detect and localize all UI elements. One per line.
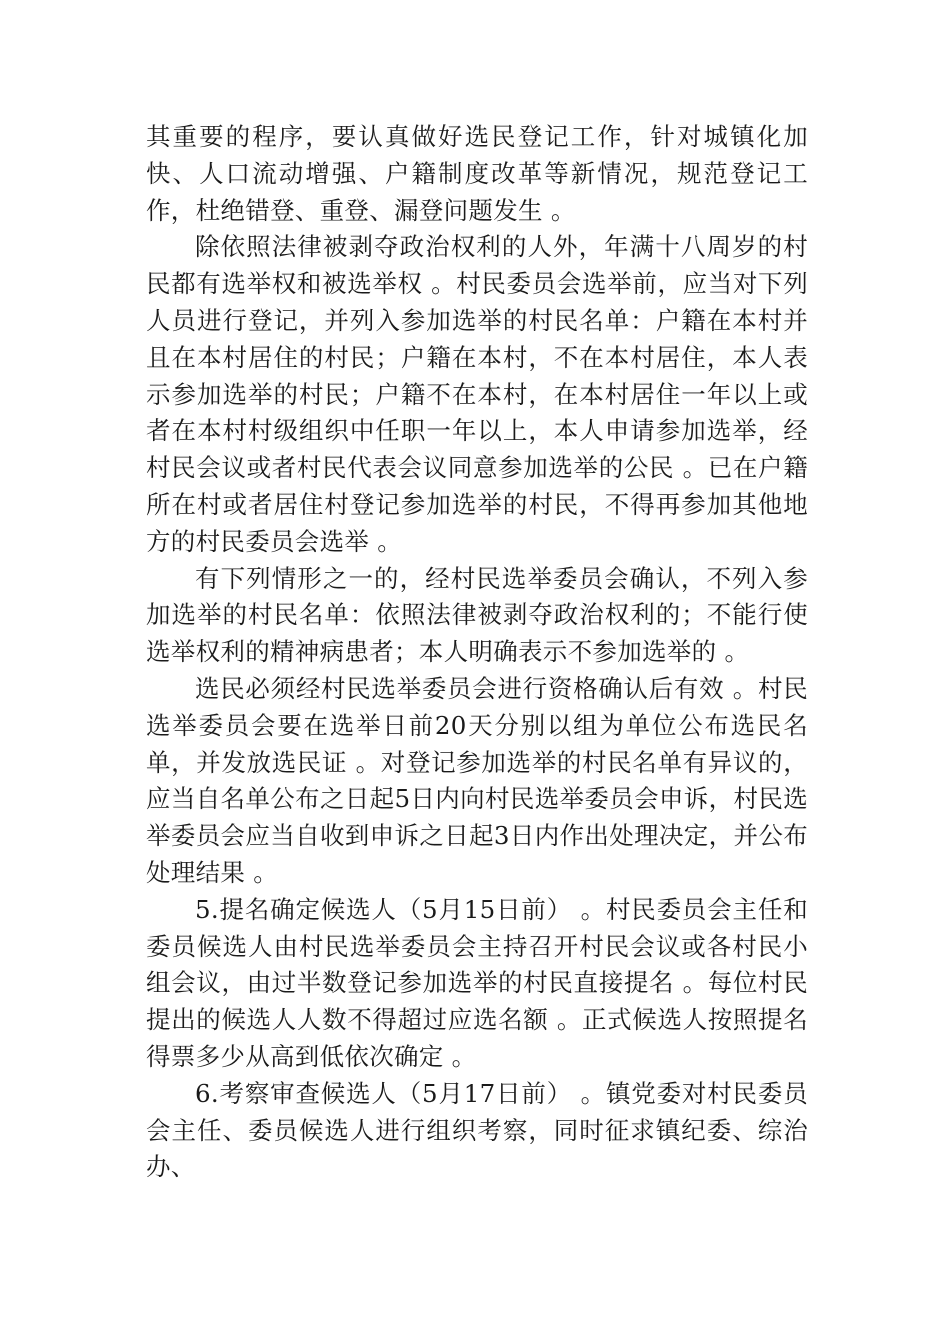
document-body (146, 119, 808, 1186)
paragraph-candidate-review: 6.考察审查候选人（5月17日前） 。镇党委对村民委员会主任、委员候选人进行组织考察，同时征求镇纪委、综治办、 (146, 1078, 808, 1182)
paragraph-exclusions: 有下列情形之一的，经村民选举委员会确认，不列入参加选举的村民名单：依照法律被剥夺政治权利的；不能行使选举权利的精神病患者；本人明确表示不参加选举的 。 (146, 563, 808, 667)
paragraph-nomination: 5.提名确定候选人（5月15日前） 。村民委员会主任和委员候选人由村民选举委员会主持召开村民会议或各村民小组会议，由过半数登记参加选举的村民直接提名 。每位村民提出的候选人人数不得超过应选名额 。正式候选人按照提名得票多少从高到低依次确定 。 (146, 894, 808, 1071)
paragraph-voter-confirmation: 选民必须经村民选举委员会进行资格确认后有效 。村民选举委员会要在选举日前20天分别以组为单位公布选民名单，并发放选民证 。对登记参加选举的村民名单有异议的，应当自名单公布之日起5日内向村民选举委员会申诉，村民选举委员会应当自收到申诉之日起3日内作出处理决定，并公布处理结果 。 (146, 673, 808, 887)
paragraph-continuation: 其重要的程序，要认真做好选民登记工作，针对城镇化加快、人口流动增强、户籍制度改革等新情况，规范登记工作，杜绝错登、重登、漏登问题发生 。 (146, 122, 808, 225)
paragraph-voter-eligibility: 除依照法律被剥夺政治权利的人外，年满十八周岁的村民都有选举权和被选举权 。村民委员会选举前，应当对下列人员进行登记，并列入参加选举的村民名单：户籍在本村并且在本村居住的村民；户籍在本村，不在本村居住，本人表示参加选举的村民；户籍不在本村，在本村居住一年以上或者在本村村级组织中任职一年以上，本人申请参加选举，经村民会议或者村民代表会议同意参加选举的公民 。已在户籍所在村或者居住村登记参加选举的村民，不得再参加其他地方的村民委员会选举 。 (146, 232, 808, 556)
